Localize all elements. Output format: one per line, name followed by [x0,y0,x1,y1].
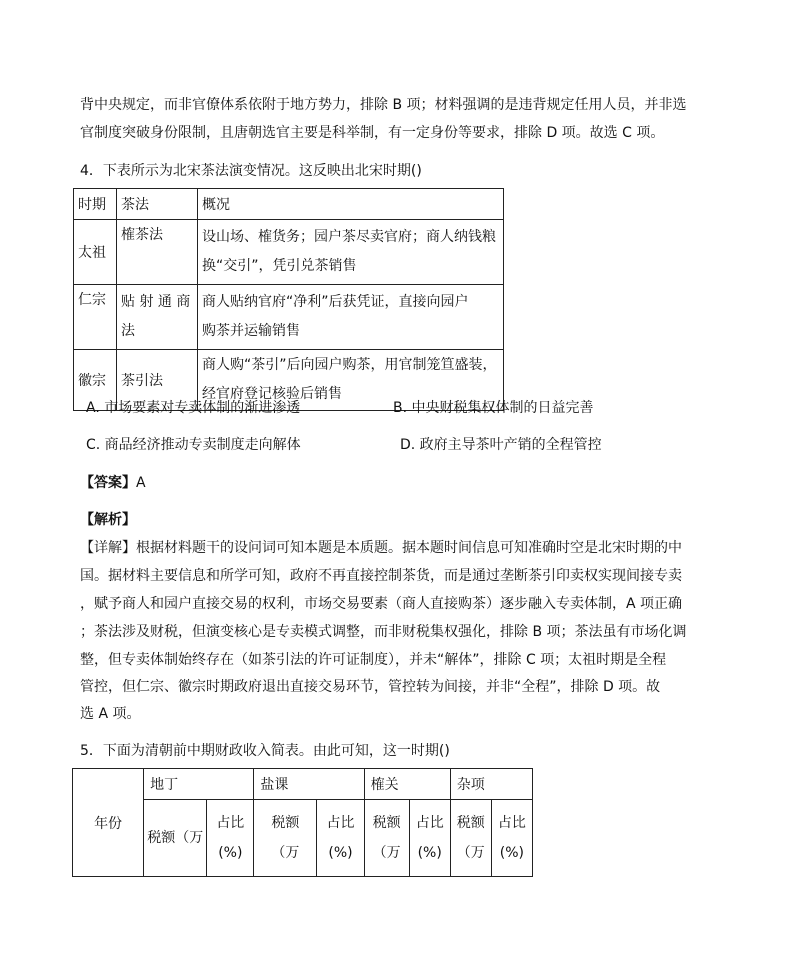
analysis-line: 国。据材料主要信息和所学可知，政府不再直接控制茶货，而是通过垄断茶引印卖权实现间接专卖 [80,568,682,584]
row-desc-line: 设山场、榷货务；园户茶尽卖官府；商人纳钱粮 [202,229,496,245]
tax-amount-header [364,800,409,877]
share-label: 占比 [326,815,355,831]
share-label: 占比 [415,815,444,831]
row-period: 徽宗 [74,350,117,411]
row-law: 榷茶法 [117,220,198,285]
tax-amount-unit: （万 [372,845,401,861]
q5-stem: 5．下面为清朝前中期财政收入简表。由此可知，这一时期() [80,743,450,759]
share-header [491,800,532,877]
tax-amount-header [144,800,207,877]
analysis-line: 整，但专卖体制始终存在（如茶引法的许可证制度），并未“解体”，排除 C 项；太祖时期是全程 [80,652,667,668]
tax-amount-unit: （万 [271,845,300,861]
tax-amount-label: 税额 [271,815,300,831]
row-desc [198,220,504,285]
header-law: 茶法 [117,189,198,220]
tax-amount-label: 税额（万 [147,830,204,846]
row-period: 仁宗 [74,285,117,350]
row-desc-line: 购茶并运输销售 [202,323,300,339]
row-desc-line: 商人购“茶引”后向园户购茶，用官制笼笪盛装， [202,357,497,373]
table-row [74,285,504,350]
row-period: 太祖 [74,220,117,285]
group-header: 地丁 [144,769,254,800]
row-desc [198,285,504,350]
share-label: 占比 [216,815,245,831]
analysis-label: 【解析】 [80,512,136,528]
tax-amount-label: 税额 [456,815,485,831]
q5-table [72,768,533,877]
row-desc-line: 经官府登记核验后销售 [202,386,342,402]
group-header: 杂项 [450,769,532,800]
row-law [117,285,198,350]
analysis-line: 管控，但仁宗、徽宗时期政府退出直接交易环节，管控转为间接，并非“全程”，排除 D 项。故 [80,679,661,695]
share-header [207,800,254,877]
row-law-line: 法 [121,323,135,339]
analysis-line: ；茶法涉及财税，但演变核心是专卖模式调整，而非财税集权强化，排除 B 项；茶法虽有市场化调 [80,624,687,640]
row-desc-line: 换“交引”，凭引兑茶销售 [202,258,357,274]
intro-line-1: 背中央规定，而非官僚体系依附于地方势力，排除 B 项；材料强调的是违背规定任用人员，并非选 [80,97,687,113]
answer-label: 【答案】 [80,475,136,491]
intro-line-2: 官制度突破身份限制，且唐朝选官主要是科举制，有一定身份等要求，排除 D 项。故选 C 项。 [80,125,665,141]
option-b: B. 中央财税集权体制的日益完善 [393,400,594,416]
analysis-text: 根据材料题干的设问词可知本题是本质题。据本题时间信息可知准确时空是北宋时期的中 [136,540,682,556]
option-c: C. 商品经济推动专卖制度走向解体 [86,437,301,453]
table-header-row [73,769,533,800]
year-header: 年份 [73,769,144,877]
share-header [409,800,450,877]
q4-table [73,188,504,411]
analysis-line: ，赋予商人和园户直接交易的权利，市场交易要素（商人直接购茶）逐步融入专卖体制，A 项正确 [80,596,683,612]
table-header-row [74,189,504,220]
group-header: 盐课 [254,769,364,800]
row-law: 茶引法 [117,350,198,411]
option-a: A. 市场要素对专卖体制的渐进渗透 [86,400,301,416]
tax-amount-header [450,800,491,877]
header-period: 时期 [74,189,117,220]
tax-amount-header [254,800,317,877]
answer-value: A [136,475,146,491]
share-unit: (%) [218,845,243,861]
option-d: D. 政府主导茶叶产销的全程管控 [400,437,602,453]
row-law-line: 贴 射 通 商 [121,294,191,310]
share-unit: (%) [328,845,353,861]
share-header [317,800,364,877]
detail-label: 【详解】 [80,540,136,556]
analysis-line: 选 A 项。 [80,706,141,722]
answer-line [80,473,146,493]
share-label: 占比 [497,815,526,831]
share-unit: (%) [417,845,442,861]
analysis-line [80,538,682,558]
share-unit: (%) [499,845,525,861]
table-row [74,220,504,285]
tax-amount-unit: （万 [456,845,485,861]
group-header: 榷关 [364,769,450,800]
row-desc-line: 商人贴纳官府“净利”后获凭证，直接向园户 [202,294,469,310]
header-desc: 概况 [198,189,504,220]
tax-amount-label: 税额 [372,815,401,831]
q4-stem: 4．下表所示为北宋茶法演变情况。这反映出北宋时期() [80,163,422,179]
